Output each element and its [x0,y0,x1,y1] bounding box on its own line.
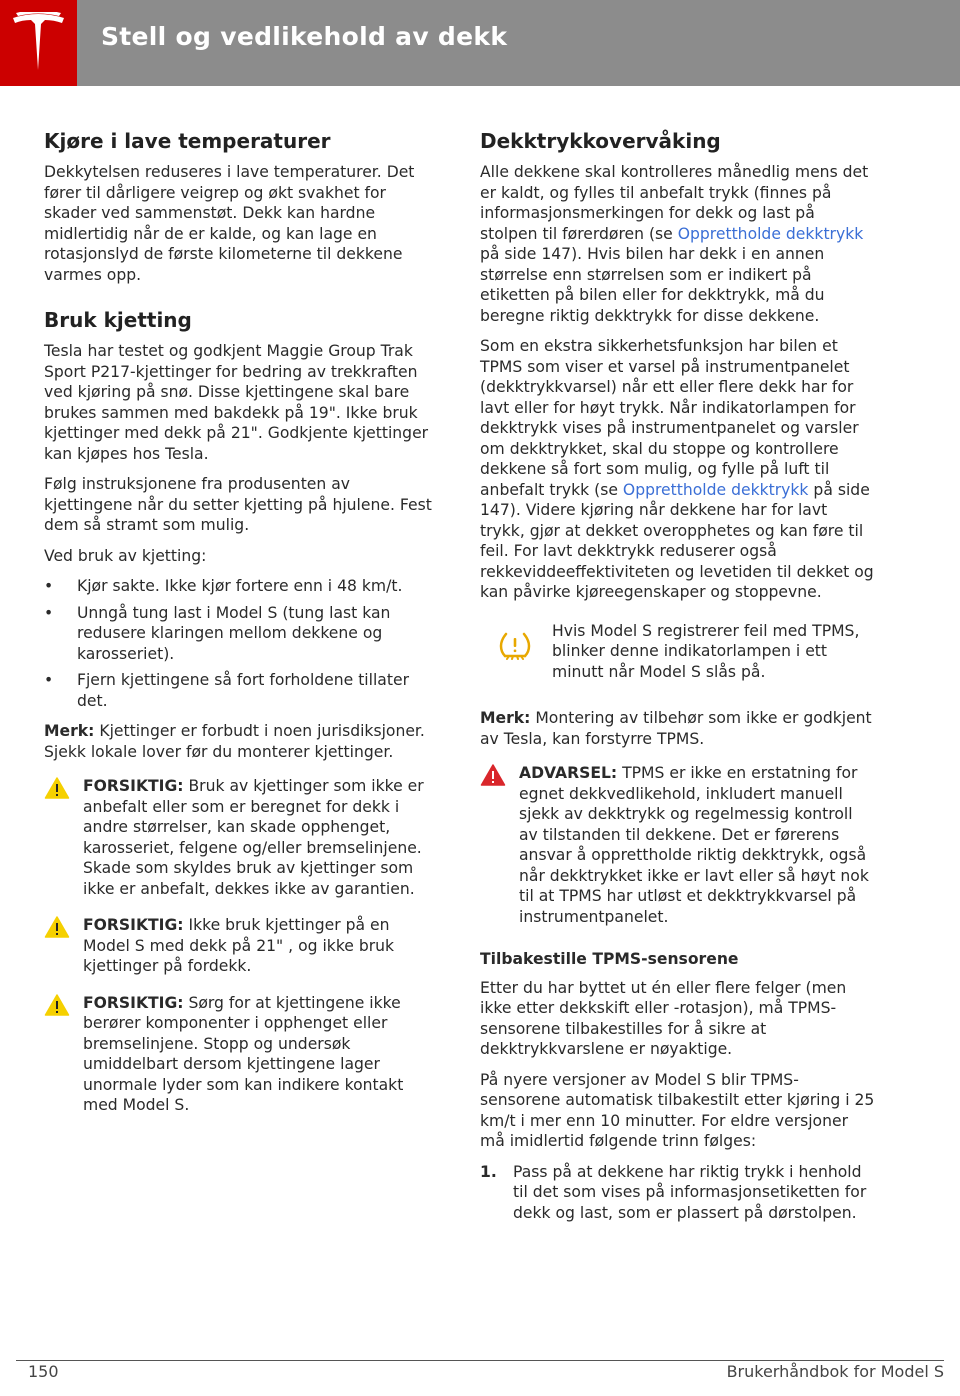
step-number: 1. [480,1162,497,1181]
tpms-indicator-block [480,621,876,683]
note-text: Kjettinger er forbudt i noen jurisdiksjoner. Sjekk lokale lover før du monterer kjettinger. [44,722,425,761]
warning-block [480,763,876,927]
page-title: Stell og vedlikehold av dekk [101,22,508,51]
subsection-title: Tilbakestille TPMS-sensorene [480,950,739,968]
section-title-cold: Kjøre i lave temperaturer [44,129,331,153]
section-title-tpms: Dekktrykkovervåking [480,129,721,153]
caution-icon [44,993,70,1017]
tpms-indicator-text: Hvis Model S registrerer feil med TPMS, blinker denne indikatorlampen i ett minutt når Model S slås på. [552,621,860,681]
paragraph [480,336,876,603]
caution-block [44,776,440,899]
tesla-logo-icon [12,12,65,74]
warning-text: TPMS er ikke en erstatning for egnet dekkvedlikehold, inkludert manuell sjekk av dekktrykk og regelmessig kontroll av tilstanden til dekkene. Det er førerens ansvar å opprettholde riktig dekktrykk, også når dekktrykket ikke er lavt eller så høyt nok til at TPMS har utløst et dekktrykkvarsel på instrumentpanelet. [519,764,869,926]
caution-label: FORSIKTIG: [83,777,184,795]
page-number: 150 [28,1362,59,1381]
right-column [480,128,876,1223]
warning-label: ADVARSEL: [519,764,618,782]
bullet-list [44,576,440,711]
paragraph: Tesla har testet og godkjent Maggie Group Trak Sport P217-kjettinger for bedring av trekkraften ved kjøring på snø. Disse kjettingene skal bare brukes sammen med bakdekk på 19". Ikke bruk kjettinger med dekk på 21". Godkjente kjettinger kan kjøpes hos Tesla. [44,342,429,463]
caution-block [44,915,440,977]
list-item: • Unngå tung last i Model S (tung last kan redusere klaringen mellom dekkene og karosseriet). [44,603,440,665]
note-text: Montering av tilbehør som ikke er godkjent av Tesla, kan forstyrre TPMS. [480,709,872,748]
paragraph: Etter du har byttet ut én eller flere felger (men ikke etter dekkskift eller -rotasjon), må TPMS-sensorene tilbakestilles for å sikre at dekktrykkvarslene er nøyaktige. [480,978,847,1058]
link-maintain-pressure[interactable]: Opprettholde dekktrykk [622,480,809,499]
caution-label: FORSIKTIG: [83,916,184,934]
caution-label: FORSIKTIG: [83,993,184,1012]
note-label: Merk: [44,722,95,740]
step-text: Pass på at dekkene har riktig trykk i henhold til det som vises på informasjonsetiketten for dekk og last, som er plassert på dørstolpen. [513,1162,867,1222]
paragraph: Ved bruk av kjetting: [44,546,207,565]
caution-text: Bruk av kjettinger som ikke er anbefalt eller som er beregnet for dekk i andre størrelser, kan skade opphenget, karosseriet, felgene og/eller bremselinjene. Skade som skyldes bruk av kjettinger som ikke er anbefalt, dekkes ikke av garantien. [83,777,424,898]
paragraph [480,162,876,326]
tesla-logo [0,0,77,86]
link-maintain-pressure[interactable]: Opprettholde dekktrykk [677,224,864,243]
page-header [0,0,960,86]
note [480,708,876,749]
tpms-warning-icon [498,631,532,661]
list-item: • Fjern kjettingene så fort forholdene tillater det. [44,670,440,711]
text-span: på side 147). Videre kjøring når dekkene har for lavt trykk, gjør at dekket overopphetes og kan føre til feil. For lavt dekktrykk reduserer også rekkeviddeeffektiviteten og levetiden til dekket og kan påvirke kjøreegenskaper og stoppevne. [480,480,874,601]
left-column [44,128,440,1132]
text-span: på side 147). Hvis bilen har dekk i en annen størrelse enn størrelsen som er indikert på etiketten på bilen eller for dekktrykk, må du beregne riktig dekktrykk for disse dekkene. [480,245,825,325]
list-item [480,1162,876,1224]
caution-icon [44,776,70,800]
caution-text: Ikke bruk kjettinger på en Model S med dekk på 21" , og ikke bruk kjettinger på fordekk. [83,916,395,975]
text-span: Alle dekkene skal kontrolleres månedlig mens det er kaldt, og fylles til anbefalt trykk (finnes på informasjonsmerkingen for dekk og last på stolpen til førerdøren (se [480,163,869,243]
paragraph: Dekkytelsen reduseres i lave temperaturer. Det fører til dårligere veigrep og økt svakhet for skader ved sammenstøt. Dekk kan hardne midlertidig når de er kalde, og kan lage en rotasjonslyd de første kilometerne til dekkene varmes opp. [44,163,415,284]
note-label: Merk: [480,709,531,727]
warning-icon [480,763,506,787]
list-item: • Kjør sakte. Ikke kjør fortere enn i 48 km/t. [44,576,440,597]
section-title-chains: Bruk kjetting [44,308,192,332]
footer-title: Brukerhåndbok for Model S [726,1362,944,1381]
footer-divider [16,1360,944,1361]
paragraph: Følg instruksjonene fra produsenten av kjettingene når du setter kjetting på hjulene. Fest dem så stramt som mulig. [44,475,432,534]
text-span: Som en ekstra sikkerhetsfunksjon har bilen et TPMS som viser et varsel på instrumentpanelet (dekktrykkvarsel) når ett eller flere dekk har for lavt eller for høyt trykk. Når indikatorlampen for dekktrykk vises på instrumentpanelet og varsler om dekktrykket, skal du stoppe og kontrollere dekkene så fort som mulig, og fylle på luft til anbefalt trykk (se [480,337,859,499]
paragraph: På nyere versjoner av Model S blir TPMS-sensorene automatisk tilbakestilt etter kjøring i 25 km/t i mer enn 10 minutter. For eldre versjoner må imidlertid følgende trinn følges: [480,1070,875,1150]
caution-text: Sørg for at kjettingene ikke berører komponenter i opphenget eller bremselinjene. Stopp og undersøk umiddelbart dersom kjettingene lager unormale lyder som kan indikere kontakt med Model S. [83,993,404,1114]
step-list [480,1162,876,1224]
caution-block [44,993,440,1116]
caution-icon [44,915,70,939]
note [44,721,440,762]
